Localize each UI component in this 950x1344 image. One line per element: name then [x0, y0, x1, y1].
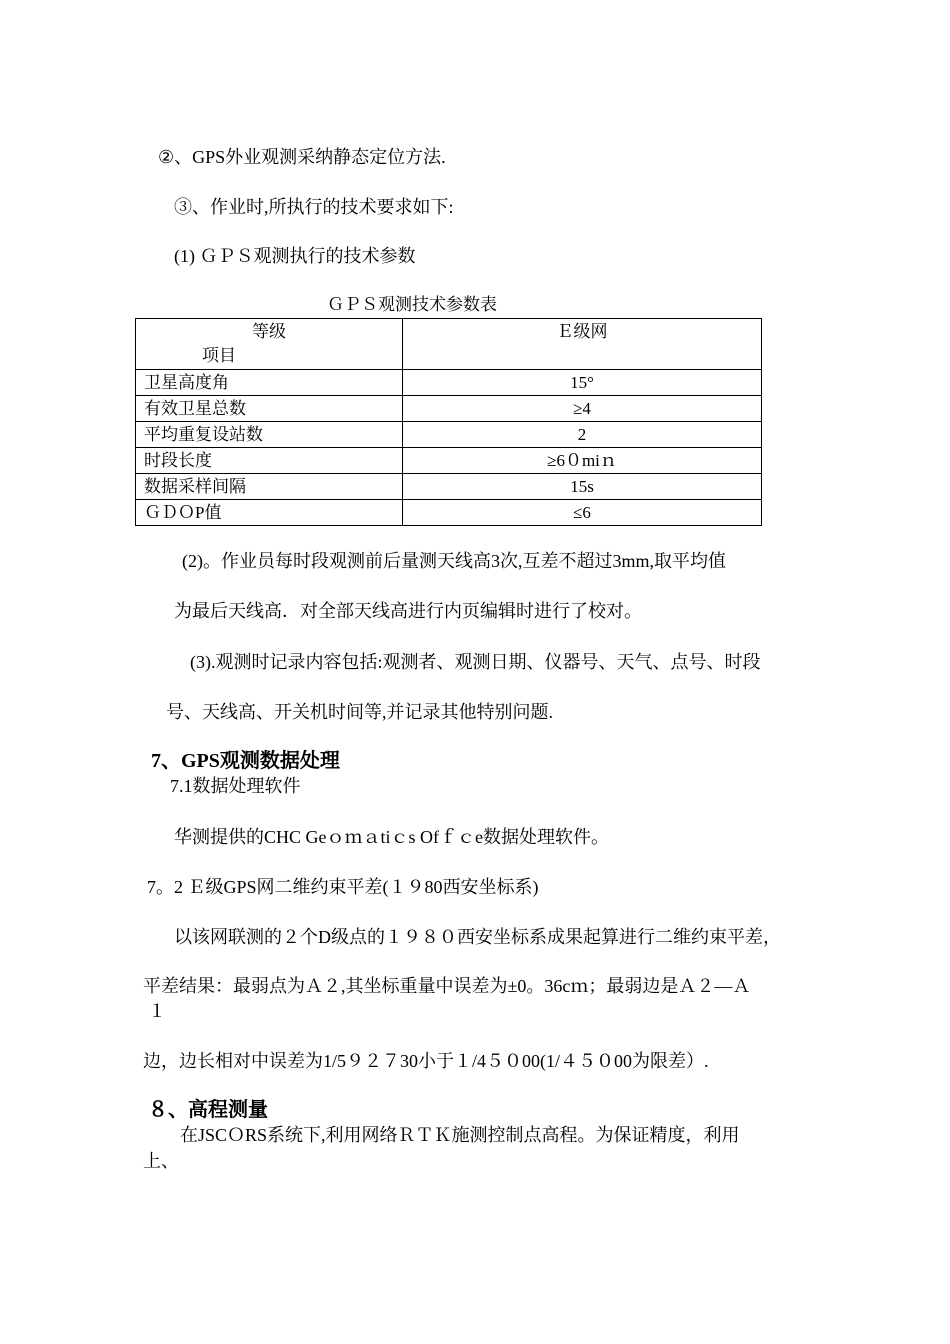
header-value: Ｅ级网 [403, 319, 762, 370]
row-value: ≥4 [403, 396, 762, 422]
header-cell-grade-item [136, 319, 403, 370]
gps-parameters-table [135, 318, 762, 526]
paragraph-record-contents-2: 号、天线高、开关机时间等,并记录其他特别问题. [166, 702, 553, 722]
table-row [136, 500, 762, 526]
row-value: ≥6０miｎ [403, 448, 762, 474]
paragraph-elevation-1: 在JSCＯRS系统下,利用网络ＲＴＫ施测控制点高程。为保证精度，利用 [180, 1125, 740, 1145]
row-item: ＧＤＯP值 [136, 500, 403, 526]
paragraph-record-contents-1: (3).观测时记录内容包括:观测者、观测日期、仪器号、天气、点号、时段 [190, 652, 761, 672]
table-header-row [136, 319, 762, 370]
paragraph-static-method: ②、GPS外业观测采纳静态定位方法. [158, 147, 446, 167]
paragraph-software: 华测提供的CHC Geｏｍａtiｃs Ofｆｃe数据处理软件。 [174, 827, 609, 847]
paragraph-antenna-height-1: (2)。作业员每时段观测前后量测天线高3次,互差不超过3mm,取平均值 [182, 551, 726, 571]
row-value: 15s [403, 474, 762, 500]
table-row [136, 474, 762, 500]
table-row [136, 448, 762, 474]
row-item: 有效卫星总数 [136, 396, 403, 422]
table-row [136, 422, 762, 448]
paragraph-requirements: ③、作业时,所执行的技术要求如下: [174, 197, 454, 217]
row-value: 2 [403, 422, 762, 448]
paragraph-adjustment-1: 以该网联测的２个D级点的１９８０西安坐标系成果起算进行二维约束平差， [174, 927, 781, 947]
row-item: 数据采样间隔 [136, 474, 403, 500]
header-grade: 等级 [252, 322, 286, 341]
row-value: 15° [403, 370, 762, 396]
subsection-7-2: 7。2 Ｅ级GPS网二维约束平差(１９80西安坐标系) [147, 877, 539, 897]
header-item: 项目 [202, 346, 236, 365]
subsection-7-1: 7.1数据处理软件 [170, 776, 301, 796]
paragraph-antenna-height-2: 为最后天线高．对全部天线高进行内页编辑时进行了校对。 [174, 601, 642, 621]
row-item: 卫星高度角 [136, 370, 403, 396]
row-item: 时段长度 [136, 448, 403, 474]
table-row [136, 370, 762, 396]
paragraph-adjustment-4: 边，边长相对中误差为1/5９２７30小于１/4５０00(1/４５０00为限差）. [143, 1051, 709, 1071]
paragraph-adjustment-3: １ [148, 1001, 166, 1021]
section-8-heading: ８、高程测量 [148, 1099, 268, 1121]
paragraph-elevation-2: 上、 [143, 1151, 179, 1171]
row-item: 平均重复设站数 [136, 422, 403, 448]
row-value: ≤6 [403, 500, 762, 526]
table-caption: ＧＰＳ观测技术参数表 [327, 295, 497, 314]
section-7-heading: 7、GPS观测数据处理 [151, 750, 340, 772]
table-row [136, 396, 762, 422]
paragraph-gps-params: (1) ＧＰＳ观测执行的技术参数 [174, 246, 416, 266]
paragraph-adjustment-2: 平差结果：最弱点为Ａ２,其坐标重量中误差为±0。36cｍ；最弱边是Ａ２—Ａ [143, 976, 751, 996]
